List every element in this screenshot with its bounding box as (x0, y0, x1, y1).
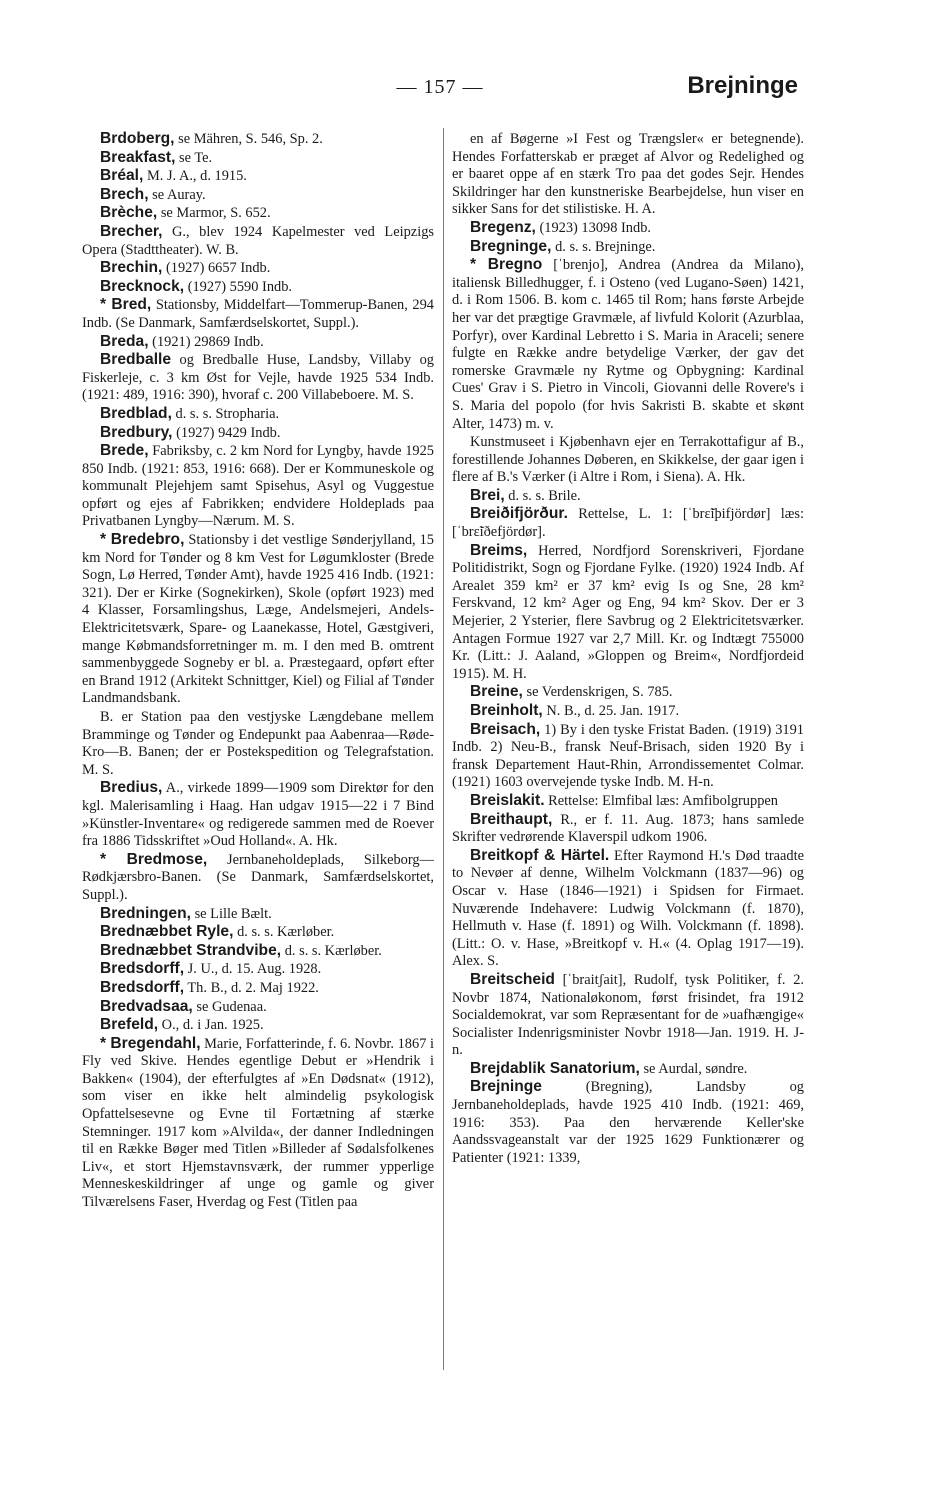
entry-text: se Gudenaa. (196, 998, 267, 1015)
dictionary-entry (452, 238, 804, 257)
entry-text: B. er Station paa den vestjyske Længdebane mellem Bramminge og Tønder og Endepunkt paa Aabenraa—Røde-Kro—B. Banen; der er Postekspedition og Telegrafstation. M. S. (82, 709, 434, 778)
dictionary-entry (82, 223, 434, 259)
entry-text: se Auray. (152, 186, 206, 203)
entry-headword: Brdoberg, (100, 130, 175, 147)
entry-text: (1921) 29869 Indb. (152, 333, 264, 350)
entry-text: N. B., d. 25. Jan. 1917. (546, 703, 680, 719)
dictionary-entry (82, 1016, 434, 1035)
entry-text: d. s. s. Kærløber. (237, 924, 335, 941)
entry-text: se Aurdal, søndre. (643, 1060, 748, 1077)
entry-headword: Brejdablik Sanatorium, (470, 1059, 640, 1077)
dictionary-entry (82, 531, 434, 708)
dictionary-entry (82, 405, 434, 424)
entry-text: d. s. s. Kærløber. (284, 942, 382, 959)
entry-text: (1923) 13098 Indb. (539, 219, 651, 236)
entry-headword: Brech, (100, 185, 149, 203)
dictionary-entry (82, 333, 434, 352)
running-head: Brejninge (687, 72, 798, 99)
entry-headword: Breiðifjörður. (470, 505, 568, 523)
entry-text: (1927) 5590 Indb. (187, 278, 293, 295)
entry-text: [ˈbrenjo], Andrea (Andrea da Milano), italiensk Billedhugger, f. i Osteno (ved Lugano-Søen) 1421, d. i Rom 1506. B. kom c. 1465 til Rom; hans første Arbejde her var det prægtige Gravmæle, af livfuld Kolorit (Azurblaa, Porfyr), over Kardinal Lebretto i S. Maria in Araceli; senere fulgte en Række andre betydelige Værker, der gav det romerske Gravmæle ny Rytme og Opbygning: Kardinal Cues' Grav i S. Pietro in Vincoli, Giovanni delle Rovere's i S. Maria del popolo (for hvis Sakristi B. skabte et skønt Alter, 1473) m. v. (452, 257, 804, 432)
entry-text: Stationsby i det vestlige Sønderjylland, 15 km Nord for Tønder og 8 km Vest for Løgumkloster (Brede Sogn, Lø Herred, Tønder Amt), havde 1925 416 Indb. (1921: 321). Der er Kirke (Sognekirken), Skole (opført 1923) med 4 Klasser, Forsamlingshus, Læge, Andelsmejeri, Andels-Elektricitetsværk, Spare- og Laanekasse, Hotel, Gæstgiveri, mange Købmandsforretninger m. m. I den med B. omtrent sammenbyggede Sogneby er bl. a. Præstegaard, opført efter en Brand 1912 (Arkitekt Schnittger, Kiel) og Filial af Tønder Landmandsbank. (82, 532, 434, 707)
entry-text: Jernbaneholdeplads, Silkeborg—Rødkjærsbro-Banen. (Se Danmark, Samfærdselskortet, Suppl.). (82, 851, 434, 903)
entry-headword: Breinholt, (470, 702, 543, 719)
entry-headword: Bredius, (100, 779, 163, 797)
entry-headword: Brei, (470, 486, 505, 504)
entry-headword: Breims, (470, 541, 528, 559)
entry-text: se Marmor, S. 652. (160, 205, 271, 222)
dictionary-entry (82, 204, 434, 223)
entry-headword: Breisach, (470, 720, 541, 738)
entry-text: d. s. s. Stropharia. (175, 405, 280, 422)
dictionary-entry (82, 708, 434, 779)
entry-headword: Breithaupt, (470, 810, 553, 828)
entry-text: Efter Raymond H.'s Død traadte to Nevøer af denne, Wilhelm Volckmann (1837—96) og Oscar v. Hase (1846—1921) i Spidsen for Firmaet. Nuværende Indehavere: Ludwig Volckmann (f. 1870), Hellmuth v. Hase (f. 1891) og Wilh. Volckmann (f. 1898). (Litt.: O. v. Hase, »Breitkopf v. H.« (4. Oplag 1917—19). Alex. S. (452, 847, 804, 970)
dictionary-entry (82, 1035, 434, 1212)
entry-text: d. s. s. Brejninge. (555, 238, 656, 255)
entry-text: Th. B., d. 2. Maj 1922. (187, 979, 319, 996)
entry-text: R., er f. 11. Aug. 1873; hans samlede Skrifter vedrørende Klaverspil udkom 1906. (452, 811, 804, 846)
entry-text: d. s. s. Brile. (508, 487, 581, 504)
dictionary-entry (82, 259, 434, 278)
entry-headword: Brednæbbet Strandvibe, (100, 941, 282, 959)
entry-text: Herred, Nordfjord Sorenskriveri, Fjordane Politidistrikt, Sogn og Fjordane Fylke. (1920) 1924 Indb. Af Arealet 359 km² er 37 km² evig Is og Sne, 28 km² Ferskvand, 12 km² Ager og Eng, 94 km² Skov. Der er 3 Mejerier, 2 Ysterier, flere Savbrug og 2 Elektricitetsværker. Antagen Formue 1927 var 2,7 Mill. Kr. og Indtægt 755000 Kr. (Litt.: J. Aaland, »Gloppen og Breim«, Nordfjordeid 1915). M. H. (452, 542, 804, 682)
right-column (452, 130, 804, 1370)
entry-headword: Breitscheid (470, 970, 555, 988)
entry-headword: Bredsdorff, (100, 960, 185, 978)
entry-headword: Breislakit. (470, 791, 545, 809)
entry-headword: Brefeld, (100, 1016, 159, 1034)
entry-text: 1) By i den tyske Fristat Baden. (1919) 3191 Indb. 2) Neu-B., fransk Neuf-Brisach, siden 1920 By i fransk Departement Haut-Rhin, Arrondissementet Colmar. (1921) 1603 overvejende tyske Indb. M. H-n. (452, 721, 804, 791)
entry-text: Fabriksby, c. 2 km Nord for Lyngby, havde 1925 850 Indb. (1921: 853, 1916: 668). Der er Kommuneskole og kommunalt Plejehjem samt Spisehus, Asyl og Vuggestue opført og ejes af Fabrikken; endvidere Holdeplads paa Privatbanen Lyngby—Nærum. M. S. (82, 443, 434, 530)
dictionary-entry (452, 721, 804, 792)
entry-text: se Verdenskrigen, S. 785. (526, 684, 673, 701)
entry-text: se Mähren, S. 546, Sp. 2. (178, 131, 323, 147)
entry-headword: Brecknock, (100, 277, 185, 295)
dictionary-entry (452, 433, 804, 487)
dictionary-entry (82, 851, 434, 905)
entry-headword: * Bregendahl, (100, 1034, 201, 1052)
entry-text: Rettelse: Elmfibal læs: Amfibolgruppen (548, 792, 778, 809)
entry-text: Stationsby, Middelfart—Tommerup-Banen, 294 Indb. (Se Danmark, Samfærdselskortet, Suppl.). (82, 297, 434, 331)
entry-headword: Breine, (470, 683, 523, 701)
entry-text: (Bregning), Landsby og Jernbaneholdeplads, havde 1925 410 Indb. (1921: 469, 1916: 353). Paa den herværende Keller'ske Aandssvageanstalt var der 1925 1629 Funktionærer og Patienter (1921: 1339, (452, 1079, 804, 1166)
entry-headword: Bredbury, (100, 423, 173, 441)
entry-text: J. U., d. 15. Aug. 1928. (187, 961, 322, 978)
entry-headword: Bréal, (100, 167, 144, 185)
entry-text: se Te. (179, 149, 213, 166)
entry-text: se Lille Bælt. (194, 905, 272, 922)
entry-text: en af Bøgerne »I Fest og Trængsler« er betegnende). Hendes Forfatterskab er præget af Alvor og Redelighed og er baaret oppe af en stærk Tro paa det godes Sejr. Hendes Skildringer har den kunstneriske Bearbejdelse, hun viser en sikker Sans for det stilistiske. H. A. (452, 131, 804, 218)
dictionary-entry (82, 998, 434, 1017)
entry-text: (1927) 9429 Indb. (176, 424, 281, 441)
entry-text: G., blev 1924 Kapelmester ved Leipzigs Opera (Stadttheater). W. B. (82, 223, 434, 258)
entry-headword: Bredsdorff, (100, 978, 185, 996)
dictionary-entry (82, 942, 434, 961)
column-divider (443, 128, 444, 1370)
dictionary-entry (82, 278, 434, 297)
dictionary-entry (452, 811, 804, 847)
entry-text: M. J. A., d. 1915. (146, 168, 247, 185)
dictionary-entry (82, 905, 434, 924)
dictionary-entry (82, 979, 434, 998)
dictionary-entry (452, 130, 804, 219)
entry-text: Rettelse, L. 1: [ˈbrɛ̃iþifjördør] læs: [ˈbrɛ̃iðefjördør]. (452, 506, 804, 541)
dictionary-entry (452, 702, 804, 721)
entry-headword: Brecher, (100, 222, 163, 240)
left-column (82, 130, 434, 1370)
entry-headword: * Bred, (100, 296, 152, 314)
entry-text: Marie, Forfatterinde, f. 6. Novbr. 1867 i Fly ved Skive. Hendes egentlige Debut er »Hendrik i Bakken« (1904), der efterfulgtes af »En Dødsnat« (1912), som viser en ikke helt almindelig psykologisk Opfattelsesevne og Evne til Fortætning af stærke Stemninger. 1917 kom »Alvilda«, der danner Indledningen til en Række Bøger med Titlen »Billeder af Sødalsfolkenes Liv«, et stort Hjemstavnsværk, der rummer ypperlige Menneskeskildringer af unge og gamle og giver Tilværelsens Faser, Hverdag og Fest (Titlen paa (82, 1035, 434, 1211)
dictionary-entry (452, 487, 804, 506)
dictionary-entry (452, 542, 804, 684)
entry-headword: Breakfast, (100, 148, 176, 166)
entry-text: [ˈbraitʃait], Rudolf, tysk Politiker, f. 2. Novbr 1874, Nationaløkonom, først frisindet, fra 1912 Socialdemokrat, var som Repræsentant for de »uafhængige« Socialister Indenrigsminister Novbr 1918—Jan. 1919. H. J-n. (452, 971, 804, 1059)
dictionary-entry (82, 923, 434, 942)
entry-headword: Brednæbbet Ryle, (100, 923, 234, 941)
dictionary-entry (82, 442, 434, 531)
dictionary-entry (452, 792, 804, 811)
entry-headword: Breda, (100, 332, 149, 350)
entry-text: (1927) 6657 Indb. (166, 260, 271, 277)
dictionary-entry (452, 683, 804, 702)
entry-headword: Breitkopf & Härtel. (470, 846, 610, 864)
entry-headword: * Bredmose, (100, 850, 208, 868)
entry-headword: Bredningen, (100, 904, 191, 922)
dictionary-entry (82, 424, 434, 443)
entry-text: og Bredballe Huse, Landsby, Villaby og Fiskerleje, c. 3 km Øst for Vejle, havde 1925 534 Indb. (1921: 489, 1916: 390), hvoraf c. 200 Villabeboere. M. S. (82, 352, 434, 404)
dictionary-entry (82, 149, 434, 168)
entry-headword: * Bredebro, (100, 531, 185, 549)
entry-headword: Brejninge (470, 1078, 542, 1096)
entry-headword: Bredballe (100, 351, 172, 369)
dictionary-entry (82, 186, 434, 205)
dictionary-entry (452, 256, 804, 433)
dictionary-entry (82, 779, 434, 850)
entry-headword: Brechin, (100, 259, 163, 277)
entry-text: A., virkede 1899—1909 som Direktør for den kgl. Malerisamling i Haag. Han udgav 1915—22 i 7 Bind »Künstler-Inventare« og redigerede sammen med de Roever fra 1886 Tidsskriftet »Oud Holland«. A. Hk. (82, 780, 434, 850)
dictionary-entry (452, 505, 804, 541)
dictionary-entry (452, 847, 804, 971)
entry-headword: Bregenz, (470, 218, 536, 236)
entry-headword: Bredvadsaa, (100, 997, 193, 1015)
entry-headword: Brèche, (100, 204, 158, 222)
dictionary-entry (452, 219, 804, 238)
dictionary-entry (82, 960, 434, 979)
page-number: — 157 — (396, 76, 484, 98)
dictionary-entry (82, 296, 434, 332)
page-header (82, 70, 798, 106)
dictionary-entry (82, 130, 434, 149)
dictionary-entry (82, 167, 434, 186)
entry-text: O., d. i Jan. 1925. (161, 1017, 264, 1034)
dictionary-entry (452, 971, 804, 1060)
entry-headword: * Bregno (470, 256, 543, 274)
entry-headword: Bredblad, (100, 404, 172, 422)
entry-headword: Brede, (100, 442, 149, 460)
dictionary-entry (452, 1078, 804, 1167)
entry-headword: Bregninge, (470, 237, 552, 255)
entry-text: Kunstmuseet i Kjøbenhavn ejer en Terrakottafigur af B., forestillende Johannes Døberen, en Skikkelse, der gaar igen i flere af B.'s Værker (i Altre i Rom, i Siena). A. Hk. (452, 434, 804, 486)
dictionary-entry (452, 1060, 804, 1079)
dictionary-entry (82, 351, 434, 405)
